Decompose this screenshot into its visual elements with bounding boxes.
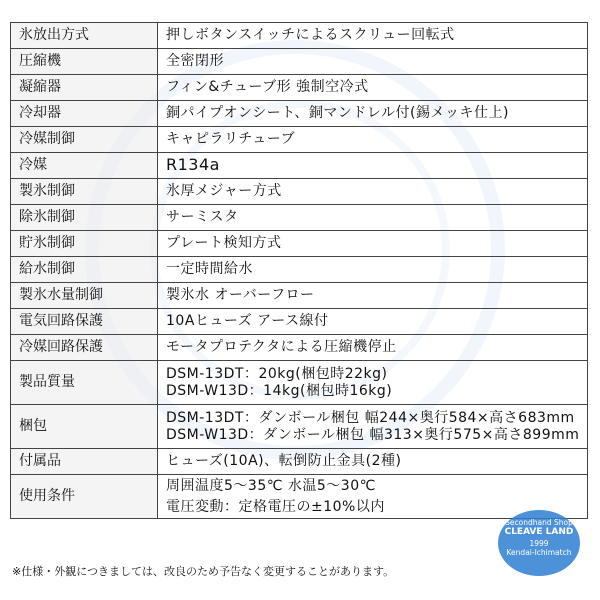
row-label: 給水制御 (11, 257, 158, 283)
logo-bottom-text: Kendai-Ichimatch (506, 548, 572, 557)
shop-logo (498, 510, 580, 576)
row-value: ヒューズ(10A)、転倒防止金具(2種) (158, 449, 588, 475)
spec-table (10, 22, 588, 519)
packing-line: DSM-W13D：ダンボール梱包 幅313×奥行575×高さ899mm (166, 426, 580, 443)
table-row (11, 361, 588, 405)
row-label: 製品質量 (11, 361, 158, 405)
weight-line: DSM-13DT：20kg(梱包時22kg) (166, 366, 388, 383)
row-value: サーミスタ (158, 205, 588, 231)
condition-line: 電圧変動：定格電圧の±10%以内 (166, 498, 385, 515)
row-label: 製氷水量制御 (11, 283, 158, 309)
row-label: 貯氷制御 (11, 231, 158, 257)
packing-line: DSM-13DT：ダンボール梱包 幅244×奥行584×高さ683mm (166, 410, 575, 427)
row-label: 冷媒 (11, 153, 158, 179)
table-row (11, 179, 588, 205)
row-value: 全密閉形 (158, 49, 588, 75)
table-row (11, 127, 588, 153)
table-row (11, 309, 588, 335)
row-value: 銅パイプオンシート、銅マンドレル付(錫メッキ仕上) (158, 101, 588, 127)
row-value (158, 405, 588, 449)
row-value: フィン&チューブ形 強制空冷式 (158, 75, 588, 101)
table-row (11, 23, 588, 49)
row-value: 一定時間給水 (158, 257, 588, 283)
row-value: プレート検知方式 (158, 231, 588, 257)
row-value: キャピラリチューブ (158, 127, 588, 153)
row-label: 氷放出方式 (11, 23, 158, 49)
row-value: 押しボタンスイッチによるスクリュー回転式 (158, 23, 588, 49)
row-label: 冷却器 (11, 101, 158, 127)
row-value: R134a (158, 153, 588, 179)
logo-main-text: CLEAVE LAND (504, 527, 574, 538)
table-row (11, 49, 588, 75)
table-row (11, 335, 588, 361)
logo-year-text: 1999 (529, 538, 549, 548)
row-label: 使用条件 (11, 475, 158, 519)
table-row (11, 257, 588, 283)
footnote: ※仕様・外観につきましては、改良のため予告なく変更することがあります。 (12, 565, 395, 578)
table-row (11, 475, 588, 519)
row-value: 製氷水 オーバーフロー (158, 283, 588, 309)
row-label: 冷媒回路保護 (11, 335, 158, 361)
table-row (11, 101, 588, 127)
row-label: 電気回路保護 (11, 309, 158, 335)
row-value: 氷厚メジャー方式 (158, 179, 588, 205)
row-label: 冷媒制御 (11, 127, 158, 153)
table-row (11, 205, 588, 231)
table-row (11, 231, 588, 257)
row-label: 付属品 (11, 449, 158, 475)
weight-line: DSM-W13D：14kg(梱包時16kg) (166, 382, 393, 399)
table-row (11, 75, 588, 101)
row-value: 10Aヒューズ アース線付 (158, 309, 588, 335)
logo-top-text: Secondhand Shop (505, 518, 573, 527)
table-row (11, 153, 588, 179)
table-row (11, 283, 588, 309)
condition-line: 周囲温度5～35℃ 水温5～30℃ (166, 478, 376, 495)
table-row (11, 405, 588, 449)
table-row (11, 449, 588, 475)
row-label: 圧縮機 (11, 49, 158, 75)
row-label: 除氷制御 (11, 205, 158, 231)
row-label: 凝縮器 (11, 75, 158, 101)
row-label: 梱包 (11, 405, 158, 449)
row-label: 製氷制御 (11, 179, 158, 205)
row-value: モータプロテクタによる圧縮機停止 (158, 335, 588, 361)
row-value (158, 361, 588, 405)
